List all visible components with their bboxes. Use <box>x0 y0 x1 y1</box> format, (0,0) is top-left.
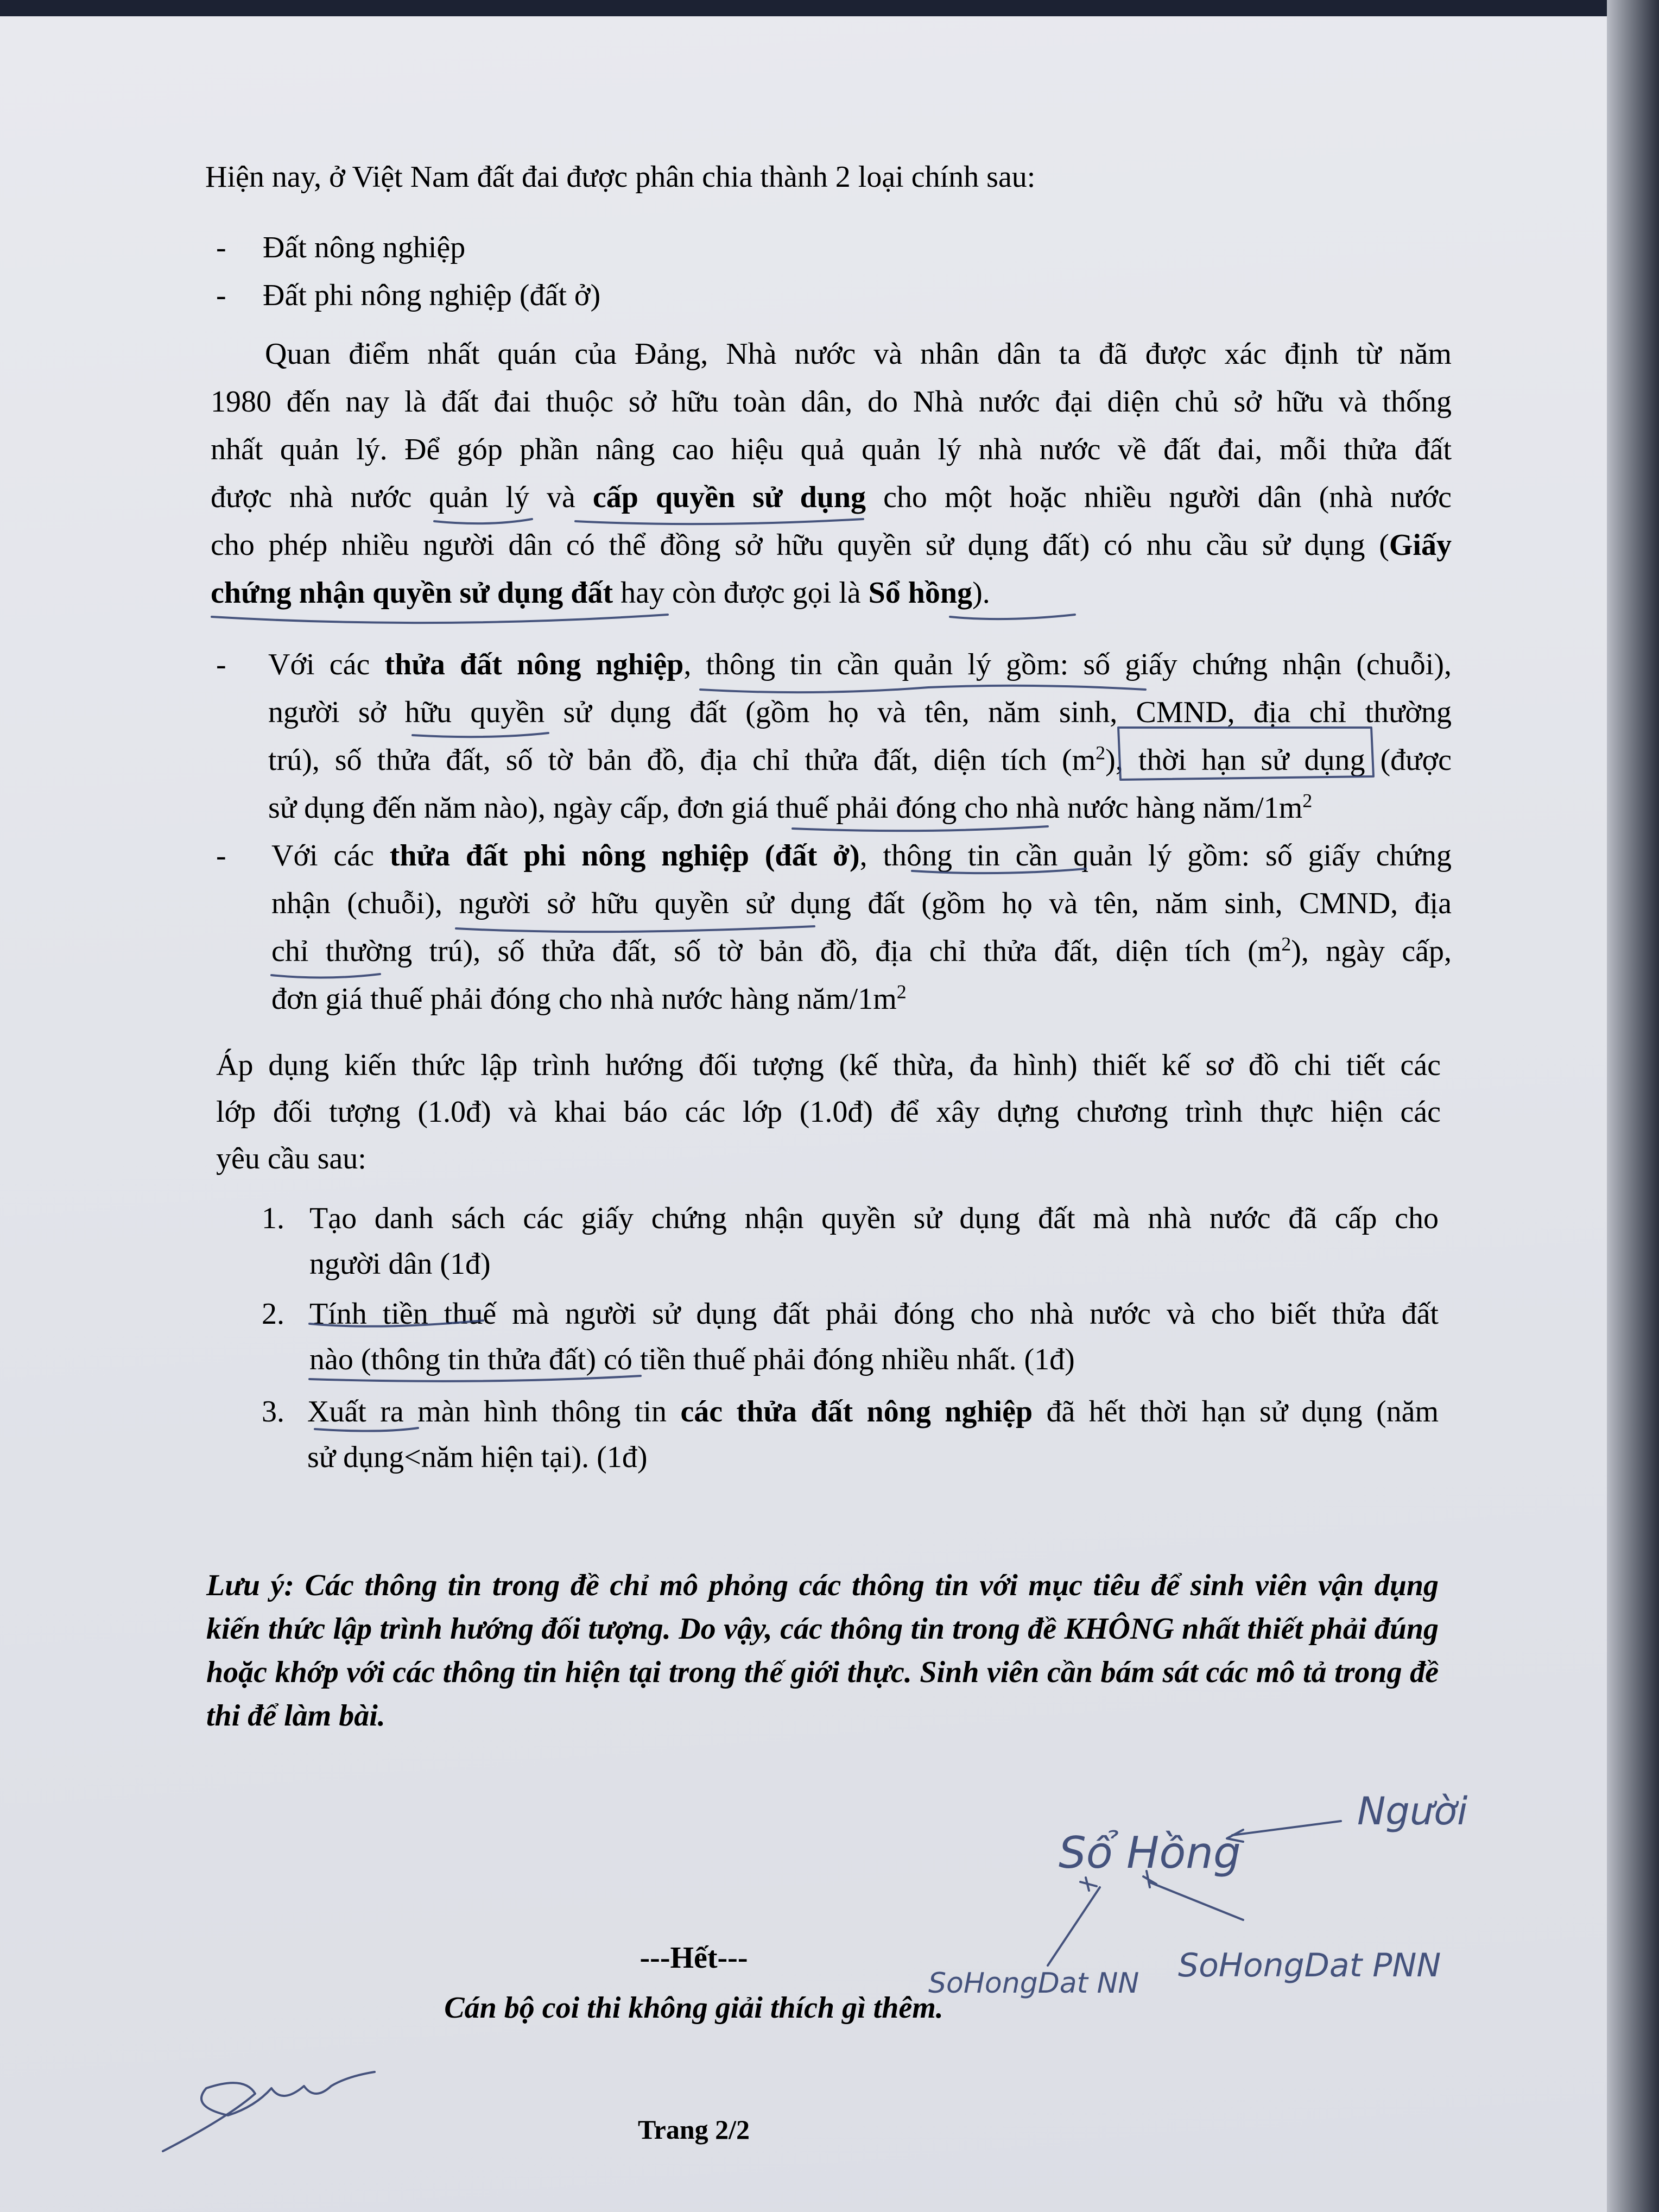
underline-nguoi-so-huu <box>413 733 548 737</box>
para1-line5: cho phép nhiều người dân có thể đồng sở hữu quyền sử dụng đất) có nhu cầu sử dụng (Giấy <box>211 528 1452 562</box>
page-number: Trang 2/2 <box>637 2114 750 2145</box>
underline-giay-chung-nhan <box>212 615 668 623</box>
task-number: 1. <box>262 1202 284 1235</box>
land-type-agri: Đất nông nghiệp <box>263 231 466 264</box>
underline-cap-quyen <box>575 519 863 524</box>
list-dash: - <box>216 279 226 312</box>
underline-xuat-ra <box>315 1428 418 1431</box>
bullet1-line3: trú), số thửa đất, số tờ bản đồ, địa chỉ thửa đất, diện tích $(m^2)$, thời hạn sử dụng (được <box>268 742 1452 777</box>
underline-chi-thuong-tru <box>271 974 380 978</box>
bullet1-line2: người sở hữu quyền sử dụng đất (gồm họ và tên, năm sinh, CMND, địa chỉ thường <box>268 696 1452 729</box>
bullet2-line1: Với các thửa đất phi nông nghiệp (đất ở), thông tin cần quản lý gồm: số giấy chứng <box>271 839 1452 873</box>
signature <box>163 2072 375 2151</box>
task-1-line2: người dân (1đ) <box>309 1247 491 1281</box>
underline-giay-chung <box>912 869 1086 873</box>
bullet-dash: - <box>216 839 226 873</box>
underline-nguoi-so-huu-2 <box>456 926 814 932</box>
para1-line3: nhất quản lý. Để góp phần nâng cao hiệu quả quản lý nhà nước về đất đai, mỗi thửa đất <box>211 433 1452 466</box>
arrow-agri <box>1048 1887 1100 1965</box>
para1-line6: chứng nhận quyền sử dụng đất hay còn được gọi là Sổ hồng). <box>211 576 990 610</box>
hw-agri-class: SoHongDat NN <box>928 1967 1139 2000</box>
task-3-line2: sử dụng<năm hiện tại). (1đ) <box>307 1440 648 1474</box>
arrow-nonagri <box>1149 1882 1243 1920</box>
list-dash: - <box>216 231 226 264</box>
underline-thong-tin <box>309 1376 641 1381</box>
task-intro-line3: yêu cầu sau: <box>216 1142 366 1175</box>
underline-bullet1 <box>700 686 1145 692</box>
para1-line4: được nhà nước quản lý và cấp quyền sử dụng cho một hoặc nhiều người dân (nhà nước <box>211 481 1452 514</box>
task-3-line1: Xuất ra màn hình thông tin các thửa đất nông nghiệp đã hết thời hạn sử dụng (năm <box>307 1395 1439 1429</box>
para1-line1: Quan điểm nhất quán của Đảng, Nhà nước và nhân dân ta đã được xác định từ năm <box>265 337 1452 371</box>
para1-line2: 1980 đến nay là đất đai thuộc sở hữu toàn dân, do Nhà nước đại diện chủ sở hữu và thống <box>211 385 1452 419</box>
bullet2-line3: chỉ thường trú), số thửa đất, số tờ bản đồ, địa chỉ thửa đất, diện tích $(m^2)$, ngày cấp, <box>271 933 1452 968</box>
underline-tinh-tien-thue <box>309 1320 483 1326</box>
arrow-agri-head <box>1080 1878 1097 1891</box>
task-number: 2. <box>262 1297 284 1331</box>
task-number: 3. <box>262 1395 284 1429</box>
underline-quan-ly <box>434 519 532 523</box>
note-paragraph: Lưu ý: Các thông tin trong đề chỉ mô phỏng các thông tin với mục tiêu để sinh viên vận dụng kiến thức lập trình hướng đối tượng. Do vậy, các thông tin trong đề KHÔNG nhất thiết phải đúng hoặc khớp với các thông tin hiện tại trong thế giới thực. Sinh viên cần bám sát các mô tả trong đề thi để làm bài. <box>206 1569 1439 1733</box>
hw-base-class: Sổ Hồng <box>1059 1828 1241 1878</box>
bullet2-line2: nhận (chuỗi), người sở hữu quyền sử dụng đất (gồm họ và tên, năm sinh, CMND, địa <box>271 887 1452 920</box>
underline-so-hong <box>950 615 1075 619</box>
task-2-line2: nào (thông tin thửa đất) có tiền thuế phải đóng nhiều nhất. (1đ) <box>309 1343 1075 1376</box>
bullet1-line4: sử dụng đến năm nào), ngày cấp, đơn giá thuế phải đóng cho nhà nước hàng năm/$1m^2$ <box>268 789 1313 825</box>
proctor-note: Cán bộ coi thi không giải thích gì thêm. <box>444 1991 944 2025</box>
task-intro-line1: Áp dụng kiến thức lập trình hướng đối tượng (kế thừa, đa hình) thiết kế sơ đồ chi tiết các <box>216 1048 1441 1082</box>
intro-line: Hiện nay, ở Việt Nam đất đai được phân chia thành 2 loại chính sau: <box>205 160 1036 194</box>
task-1-line1: Tạo danh sách các giấy chứng nhận quyền sử dụng đất mà nhà nước đã cấp cho <box>309 1202 1439 1235</box>
box-thoi-han <box>1118 728 1373 780</box>
bullet1-line1: Với các thửa đất nông nghiệp, thông tin cần quản lý gồm: số giấy chứng nhận (chuỗi), <box>268 648 1452 681</box>
end-mark: ---Hết--- <box>639 1941 748 1975</box>
task-2-line1: Tính tiền thuế mà người sử dụng đất phải đóng cho nhà nước và cho biết thửa đất <box>309 1297 1439 1331</box>
land-type-nonagri: Đất phi nông nghiệp (đất ở) <box>263 279 601 312</box>
bullet-dash: - <box>216 648 226 681</box>
arrow-owner <box>1232 1821 1341 1835</box>
hw-owner-class: Người <box>1357 1789 1468 1834</box>
hw-nonagri-class: SoHongDat PNN <box>1178 1946 1441 1985</box>
underline-nam-nao <box>793 826 1048 831</box>
task-intro-line2: lớp đối tượng (1.0đ) và khai báo các lớp (1.0đ) để xây dựng chương trình thực hiện các <box>216 1095 1441 1129</box>
bullet2-line4: đơn giá thuế phải đóng cho nhà nước hàng năm/$1m^2$ <box>271 981 907 1016</box>
